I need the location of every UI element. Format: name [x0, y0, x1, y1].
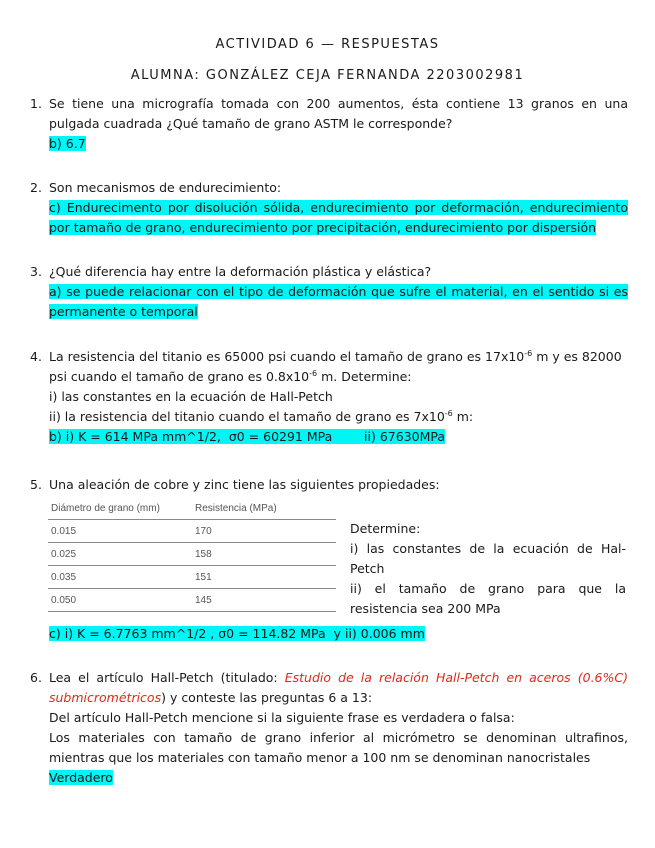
table-cell: 170 — [192, 520, 336, 543]
table-cell: 0.035 — [48, 566, 192, 589]
exponent: -6 — [309, 368, 318, 378]
question-3 — [30, 262, 628, 322]
question-5 — [30, 475, 628, 495]
table-header-row — [48, 497, 336, 520]
answer-highlight: a) se puede relacionar con el tipo de deformación que sufre el material, en el sentido si es permanente o temporal — [49, 284, 628, 319]
table-row — [48, 589, 336, 612]
table-row — [48, 520, 336, 543]
item-ii: ii) el tamaño de grano para que la resistencia sea 200 MPa — [350, 581, 626, 616]
exponent: -6 — [524, 348, 533, 358]
question-text: ¿Qué diferencia hay entre la deformación plástica y elástica? — [49, 264, 432, 279]
table-row — [48, 566, 336, 589]
table-cell: 0.025 — [48, 543, 192, 566]
question-text: Se tiene una micrografía tomada con 200 aumentos, ésta contiene 13 granos en una pulgada cuadrada ¿Qué tamaño de grano ASTM le corresponde? — [49, 96, 628, 131]
item-i: i) las constantes de la ecuación de Hal-Petch — [350, 541, 626, 576]
statement: Los materiales con tamaño de grano inferior al micrómetro se denominan ultrafinos, mientras que los materiales con tamaño menor a 100 nm se denominan nanocristales — [49, 730, 628, 765]
determine-block — [350, 519, 626, 619]
student-name: ALUMNA: GONZÁLEZ CEJA FERNANDA 2203002981 — [130, 68, 525, 83]
determine-label: Determine: — [350, 521, 421, 536]
question-4 — [30, 347, 628, 447]
table-cell: 158 — [192, 543, 336, 566]
text-part: ) y conteste las preguntas 6 a 13: — [161, 690, 373, 705]
text-part: Lea el artículo Hall-Petch (titulado: — [49, 670, 285, 685]
item-i: i) las constantes en la ecuación de Hall-Petch — [49, 389, 333, 404]
article-title: Estudio de la relación Hall-Petch en aceros (0.6%C) submicrométricos — [49, 670, 628, 705]
question-text: Son mecanismos de endurecimiento: — [49, 180, 282, 195]
text-part: m: — [452, 409, 474, 424]
answer-highlight: c) i) K = 6.7763 mm^1/2 , σ0 = 114.82 MPa y ii) 0.006 mm — [49, 626, 425, 641]
question-6 — [30, 668, 628, 788]
question-number: 1. — [30, 96, 42, 111]
table-cell: 0.050 — [48, 589, 192, 612]
question-5-answer — [30, 624, 628, 644]
question-number: 2. — [30, 180, 42, 195]
instruction: Del artículo Hall-Petch mencione si la siguiente frase es verdadera o falsa: — [49, 710, 515, 725]
question-text — [49, 668, 628, 708]
question-text: Una aleación de cobre y zinc tiene las siguientes propiedades: — [49, 477, 440, 492]
question-number: 4. — [30, 349, 42, 364]
column-header: Resistencia (MPa) — [192, 497, 336, 520]
answer-highlight: c) Endurecimento por disolución sólida, endurecimiento por deformación, endurecimiento por tamaño de grano, endurecimiento por precipitación, endurecimiento por dispersión — [49, 200, 628, 235]
question-number: 3. — [30, 264, 42, 279]
table-cell: 0.015 — [48, 520, 192, 543]
question-text — [49, 347, 628, 387]
grain-strength-table — [48, 497, 336, 612]
table-row — [48, 543, 336, 566]
column-header: Diámetro de grano (mm) — [48, 497, 192, 520]
question-number: 5. — [30, 477, 42, 492]
page-title: ACTIVIDAD 6 — RESPUESTAS — [215, 37, 440, 52]
text-part: m y es 82000 psi cuando el tamaño de grano es 0.8x10 — [49, 349, 622, 384]
table-cell: 145 — [192, 589, 336, 612]
answer-highlight: b) 6.7 — [49, 136, 86, 151]
question-1 — [30, 94, 628, 154]
question-2 — [30, 178, 628, 238]
text-part: ii) la resistencia del titanio cuando el tamaño de grano es 7x10 — [49, 409, 445, 424]
text-part: m. Determine: — [317, 369, 412, 384]
exponent: -6 — [444, 408, 453, 418]
question-number: 6. — [30, 670, 42, 685]
answer-highlight: b) i) K = 614 MPa mm^1/2, σ0 = 60291 MPa ii) 67630MPa — [49, 429, 446, 444]
item-ii — [49, 407, 628, 427]
text-part: La resistencia del titanio es 65000 psi cuando el tamaño de grano es 17x10 — [49, 349, 525, 364]
table-cell: 151 — [192, 566, 336, 589]
answer-highlight: Verdadero — [49, 770, 113, 785]
